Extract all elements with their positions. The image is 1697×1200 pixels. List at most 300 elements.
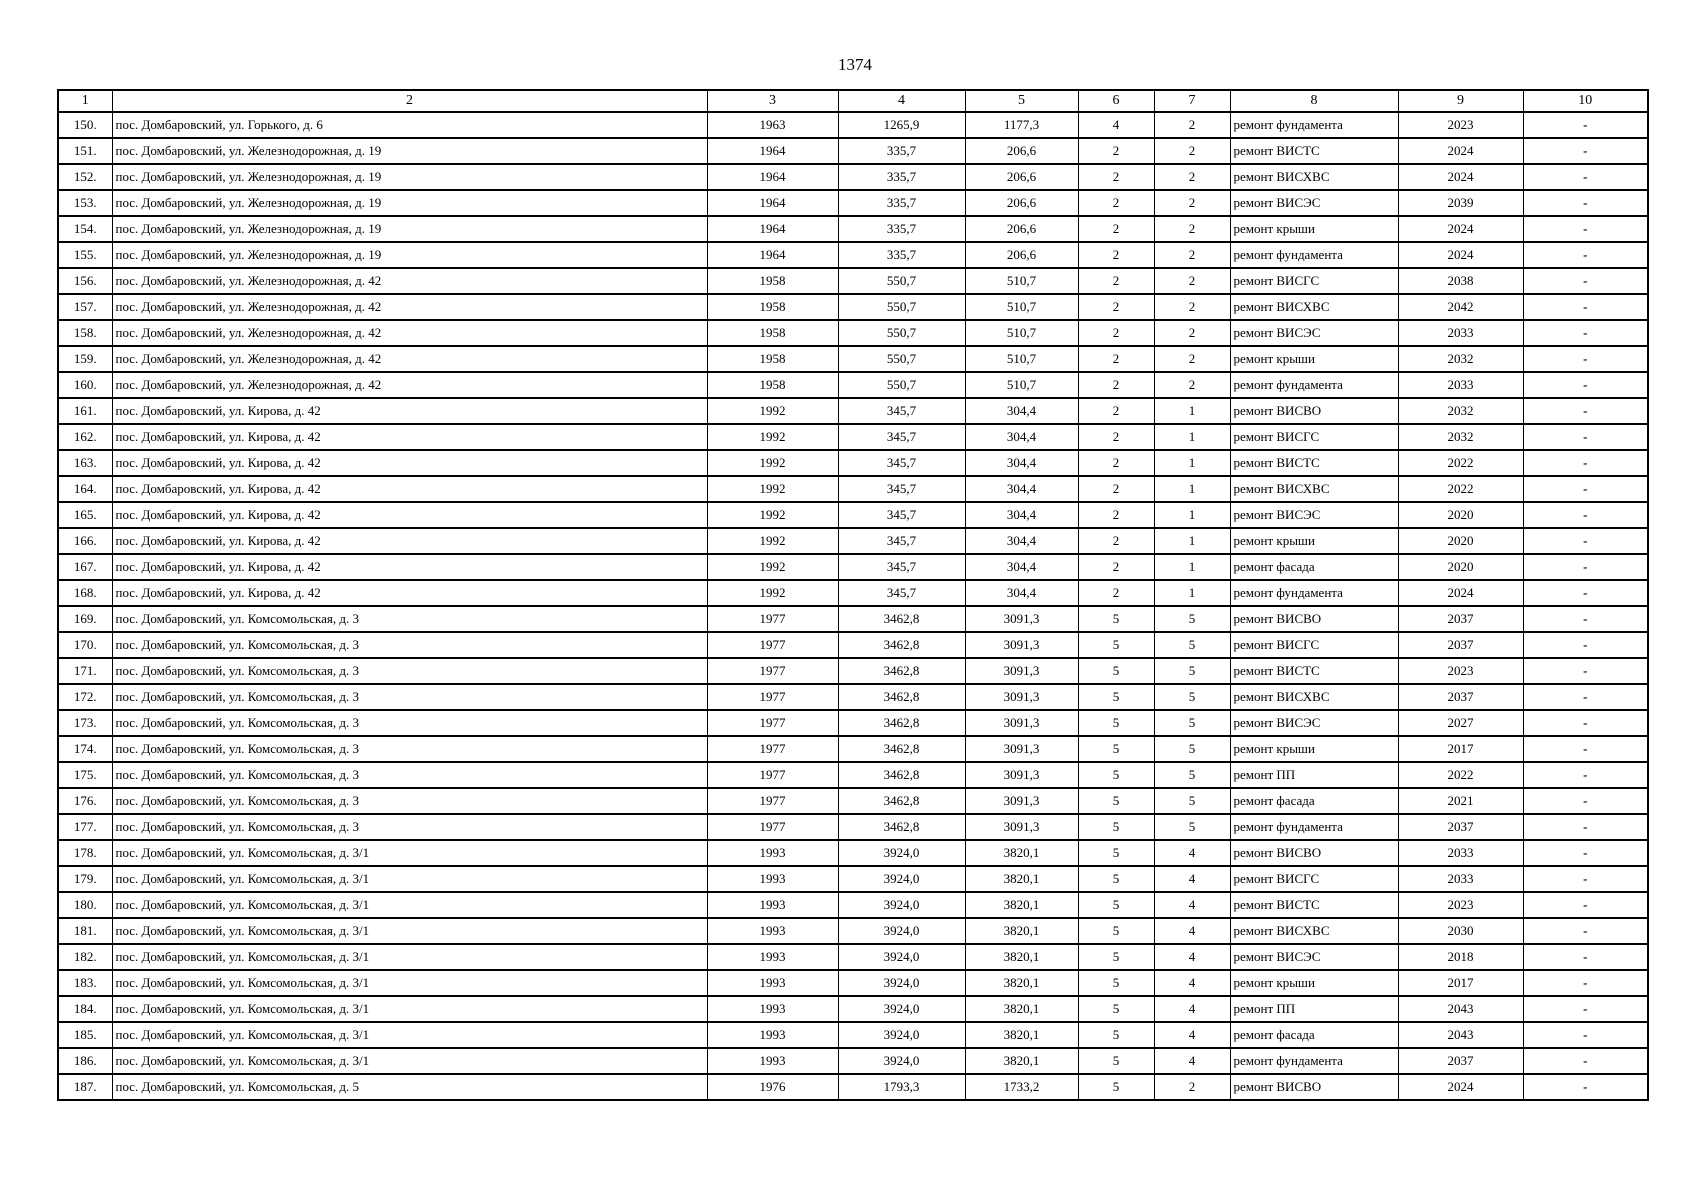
row-number-cell: 153.	[58, 190, 112, 216]
floors-cell: 5	[1078, 632, 1154, 658]
work-type-cell: ремонт ВИСВО	[1230, 606, 1398, 632]
work-type-cell: ремонт ВИСХВС	[1230, 164, 1398, 190]
living-area-cell: 3091,3	[965, 736, 1078, 762]
year-built-cell: 1976	[707, 1074, 838, 1100]
entrances-cell: 5	[1154, 736, 1230, 762]
total-area-cell: 335,7	[838, 190, 965, 216]
note-cell: -	[1523, 996, 1648, 1022]
address-cell: пос. Домбаровский, ул. Комсомольская, д. 3/1	[112, 866, 707, 892]
table-row	[58, 918, 1648, 944]
address-cell: пос. Домбаровский, ул. Комсомольская, д. 3/1	[112, 944, 707, 970]
entrances-cell: 2	[1154, 190, 1230, 216]
floors-cell: 2	[1078, 216, 1154, 242]
table-row	[58, 710, 1648, 736]
planned-year-cell: 2024	[1398, 580, 1523, 606]
planned-year-cell: 2039	[1398, 190, 1523, 216]
table-row	[58, 1022, 1648, 1048]
address-cell: пос. Домбаровский, ул. Комсомольская, д. 5	[112, 1074, 707, 1100]
table-row	[58, 424, 1648, 450]
row-number-cell: 161.	[58, 398, 112, 424]
year-built-cell: 1958	[707, 320, 838, 346]
column-header: 3	[707, 90, 838, 112]
note-cell: -	[1523, 814, 1648, 840]
entrances-cell: 2	[1154, 112, 1230, 138]
living-area-cell: 1177,3	[965, 112, 1078, 138]
year-built-cell: 1958	[707, 372, 838, 398]
work-type-cell: ремонт фундамента	[1230, 814, 1398, 840]
entrances-cell: 5	[1154, 762, 1230, 788]
total-area-cell: 3924,0	[838, 892, 965, 918]
note-cell: -	[1523, 1022, 1648, 1048]
year-built-cell: 1958	[707, 294, 838, 320]
table-row	[58, 268, 1648, 294]
note-cell: -	[1523, 450, 1648, 476]
table-row	[58, 606, 1648, 632]
entrances-cell: 4	[1154, 866, 1230, 892]
total-area-cell: 550,7	[838, 346, 965, 372]
planned-year-cell: 2043	[1398, 1022, 1523, 1048]
row-number-cell: 156.	[58, 268, 112, 294]
living-area-cell: 510,7	[965, 268, 1078, 294]
floors-cell: 5	[1078, 840, 1154, 866]
work-type-cell: ремонт крыши	[1230, 970, 1398, 996]
table-row	[58, 164, 1648, 190]
row-number-cell: 150.	[58, 112, 112, 138]
floors-cell: 5	[1078, 736, 1154, 762]
total-area-cell: 335,7	[838, 164, 965, 190]
total-area-cell: 3462,8	[838, 658, 965, 684]
address-cell: пос. Домбаровский, ул. Кирова, д. 42	[112, 476, 707, 502]
entrances-cell: 2	[1154, 164, 1230, 190]
total-area-cell: 550,7	[838, 372, 965, 398]
total-area-cell: 345,7	[838, 424, 965, 450]
total-area-cell: 1793,3	[838, 1074, 965, 1100]
planned-year-cell: 2032	[1398, 424, 1523, 450]
column-header: 6	[1078, 90, 1154, 112]
total-area-cell: 3924,0	[838, 1022, 965, 1048]
floors-cell: 2	[1078, 346, 1154, 372]
year-built-cell: 1992	[707, 424, 838, 450]
planned-year-cell: 2032	[1398, 346, 1523, 372]
row-number-cell: 175.	[58, 762, 112, 788]
year-built-cell: 1992	[707, 554, 838, 580]
entrances-cell: 5	[1154, 710, 1230, 736]
entrances-cell: 4	[1154, 1022, 1230, 1048]
note-cell: -	[1523, 918, 1648, 944]
total-area-cell: 550,7	[838, 268, 965, 294]
total-area-cell: 3462,8	[838, 736, 965, 762]
table-row	[58, 788, 1648, 814]
year-built-cell: 1958	[707, 268, 838, 294]
planned-year-cell: 2033	[1398, 320, 1523, 346]
work-type-cell: ремонт ВИСВО	[1230, 840, 1398, 866]
table-row	[58, 112, 1648, 138]
table-row	[58, 684, 1648, 710]
year-built-cell: 1993	[707, 1048, 838, 1074]
work-type-cell: ремонт фундамента	[1230, 580, 1398, 606]
living-area-cell: 510,7	[965, 294, 1078, 320]
table-row	[58, 736, 1648, 762]
floors-cell: 5	[1078, 1022, 1154, 1048]
floors-cell: 2	[1078, 554, 1154, 580]
living-area-cell: 3820,1	[965, 840, 1078, 866]
year-built-cell: 1993	[707, 944, 838, 970]
planned-year-cell: 2038	[1398, 268, 1523, 294]
row-number-cell: 162.	[58, 424, 112, 450]
floors-cell: 5	[1078, 918, 1154, 944]
entrances-cell: 5	[1154, 658, 1230, 684]
year-built-cell: 1977	[707, 606, 838, 632]
planned-year-cell: 2024	[1398, 164, 1523, 190]
row-number-cell: 159.	[58, 346, 112, 372]
row-number-cell: 173.	[58, 710, 112, 736]
entrances-cell: 4	[1154, 840, 1230, 866]
living-area-cell: 3091,3	[965, 606, 1078, 632]
row-number-cell: 180.	[58, 892, 112, 918]
table-row	[58, 294, 1648, 320]
planned-year-cell: 2021	[1398, 788, 1523, 814]
year-built-cell: 1977	[707, 684, 838, 710]
address-cell: пос. Домбаровский, ул. Кирова, д. 42	[112, 450, 707, 476]
table-row	[58, 216, 1648, 242]
note-cell: -	[1523, 710, 1648, 736]
work-type-cell: ремонт фасада	[1230, 1022, 1398, 1048]
floors-cell: 5	[1078, 996, 1154, 1022]
living-area-cell: 3820,1	[965, 996, 1078, 1022]
total-area-cell: 3462,8	[838, 684, 965, 710]
note-cell: -	[1523, 164, 1648, 190]
living-area-cell: 3820,1	[965, 866, 1078, 892]
address-cell: пос. Домбаровский, ул. Комсомольская, д. 3	[112, 658, 707, 684]
living-area-cell: 3820,1	[965, 1048, 1078, 1074]
living-area-cell: 206,6	[965, 242, 1078, 268]
total-area-cell: 335,7	[838, 216, 965, 242]
note-cell: -	[1523, 1074, 1648, 1100]
work-type-cell: ремонт фундамента	[1230, 112, 1398, 138]
entrances-cell: 1	[1154, 528, 1230, 554]
floors-cell: 2	[1078, 372, 1154, 398]
row-number-cell: 154.	[58, 216, 112, 242]
floors-cell: 4	[1078, 112, 1154, 138]
entrances-cell: 4	[1154, 1048, 1230, 1074]
floors-cell: 2	[1078, 528, 1154, 554]
registry-table	[57, 89, 1649, 1101]
entrances-cell: 2	[1154, 242, 1230, 268]
year-built-cell: 1977	[707, 710, 838, 736]
floors-cell: 5	[1078, 606, 1154, 632]
column-header: 10	[1523, 90, 1648, 112]
entrances-cell: 5	[1154, 684, 1230, 710]
total-area-cell: 345,7	[838, 450, 965, 476]
year-built-cell: 1977	[707, 658, 838, 684]
table-row	[58, 814, 1648, 840]
work-type-cell: ремонт фасада	[1230, 554, 1398, 580]
planned-year-cell: 2024	[1398, 242, 1523, 268]
address-cell: пос. Домбаровский, ул. Комсомольская, д. 3/1	[112, 918, 707, 944]
work-type-cell: ремонт фасада	[1230, 788, 1398, 814]
year-built-cell: 1992	[707, 398, 838, 424]
row-number-cell: 187.	[58, 1074, 112, 1100]
row-number-cell: 152.	[58, 164, 112, 190]
floors-cell: 2	[1078, 190, 1154, 216]
total-area-cell: 345,7	[838, 476, 965, 502]
work-type-cell: ремонт фундамента	[1230, 1048, 1398, 1074]
total-area-cell: 3462,8	[838, 606, 965, 632]
total-area-cell: 3924,0	[838, 1048, 965, 1074]
address-cell: пос. Домбаровский, ул. Комсомольская, д. 3/1	[112, 996, 707, 1022]
table-row	[58, 840, 1648, 866]
address-cell: пос. Домбаровский, ул. Кирова, д. 42	[112, 502, 707, 528]
total-area-cell: 335,7	[838, 242, 965, 268]
note-cell: -	[1523, 970, 1648, 996]
floors-cell: 2	[1078, 450, 1154, 476]
living-area-cell: 304,4	[965, 554, 1078, 580]
note-cell: -	[1523, 658, 1648, 684]
entrances-cell: 2	[1154, 320, 1230, 346]
planned-year-cell: 2030	[1398, 918, 1523, 944]
entrances-cell: 2	[1154, 1074, 1230, 1100]
address-cell: пос. Домбаровский, ул. Железнодорожная, д. 42	[112, 294, 707, 320]
address-cell: пос. Домбаровский, ул. Железнодорожная, д. 42	[112, 320, 707, 346]
total-area-cell: 345,7	[838, 554, 965, 580]
floors-cell: 5	[1078, 944, 1154, 970]
living-area-cell: 3091,3	[965, 762, 1078, 788]
year-built-cell: 1993	[707, 996, 838, 1022]
address-cell: пос. Домбаровский, ул. Комсомольская, д. 3/1	[112, 892, 707, 918]
living-area-cell: 304,4	[965, 424, 1078, 450]
row-number-cell: 185.	[58, 1022, 112, 1048]
entrances-cell: 4	[1154, 892, 1230, 918]
entrances-cell: 5	[1154, 788, 1230, 814]
table-row	[58, 762, 1648, 788]
address-cell: пос. Домбаровский, ул. Комсомольская, д. 3/1	[112, 1048, 707, 1074]
floors-cell: 5	[1078, 1048, 1154, 1074]
planned-year-cell: 2033	[1398, 372, 1523, 398]
floors-cell: 5	[1078, 788, 1154, 814]
table-row	[58, 554, 1648, 580]
floors-cell: 2	[1078, 424, 1154, 450]
work-type-cell: ремонт ВИСГС	[1230, 632, 1398, 658]
work-type-cell: ремонт ВИСТС	[1230, 892, 1398, 918]
row-number-cell: 157.	[58, 294, 112, 320]
column-header: 9	[1398, 90, 1523, 112]
year-built-cell: 1993	[707, 918, 838, 944]
column-header: 2	[112, 90, 707, 112]
floors-cell: 5	[1078, 658, 1154, 684]
column-header: 8	[1230, 90, 1398, 112]
column-header: 1	[58, 90, 112, 112]
note-cell: -	[1523, 840, 1648, 866]
table-row	[58, 944, 1648, 970]
living-area-cell: 3091,3	[965, 814, 1078, 840]
living-area-cell: 304,4	[965, 450, 1078, 476]
year-built-cell: 1964	[707, 164, 838, 190]
year-built-cell: 1977	[707, 632, 838, 658]
floors-cell: 2	[1078, 320, 1154, 346]
note-cell: -	[1523, 268, 1648, 294]
living-area-cell: 304,4	[965, 580, 1078, 606]
entrances-cell: 5	[1154, 632, 1230, 658]
year-built-cell: 1992	[707, 580, 838, 606]
table-row	[58, 1048, 1648, 1074]
planned-year-cell: 2017	[1398, 736, 1523, 762]
address-cell: пос. Домбаровский, ул. Комсомольская, д. 3	[112, 684, 707, 710]
note-cell: -	[1523, 944, 1648, 970]
note-cell: -	[1523, 528, 1648, 554]
work-type-cell: ремонт ВИСТС	[1230, 138, 1398, 164]
note-cell: -	[1523, 736, 1648, 762]
entrances-cell: 2	[1154, 216, 1230, 242]
work-type-cell: ремонт ВИСЭС	[1230, 320, 1398, 346]
row-number-cell: 166.	[58, 528, 112, 554]
living-area-cell: 304,4	[965, 528, 1078, 554]
address-cell: пос. Домбаровский, ул. Кирова, д. 42	[112, 554, 707, 580]
living-area-cell: 304,4	[965, 476, 1078, 502]
table-row	[58, 346, 1648, 372]
entrances-cell: 1	[1154, 502, 1230, 528]
floors-cell: 2	[1078, 294, 1154, 320]
note-cell: -	[1523, 1048, 1648, 1074]
address-cell: пос. Домбаровский, ул. Кирова, д. 42	[112, 424, 707, 450]
table-row	[58, 632, 1648, 658]
table-row	[58, 398, 1648, 424]
year-built-cell: 1964	[707, 138, 838, 164]
total-area-cell: 3462,8	[838, 788, 965, 814]
note-cell: -	[1523, 788, 1648, 814]
work-type-cell: ремонт ВИСТС	[1230, 450, 1398, 476]
entrances-cell: 4	[1154, 970, 1230, 996]
total-area-cell: 3462,8	[838, 762, 965, 788]
work-type-cell: ремонт фундамента	[1230, 242, 1398, 268]
living-area-cell: 1733,2	[965, 1074, 1078, 1100]
planned-year-cell: 2037	[1398, 1048, 1523, 1074]
year-built-cell: 1963	[707, 112, 838, 138]
floors-cell: 2	[1078, 476, 1154, 502]
year-built-cell: 1977	[707, 736, 838, 762]
work-type-cell: ремонт ВИСХВС	[1230, 918, 1398, 944]
planned-year-cell: 2022	[1398, 450, 1523, 476]
planned-year-cell: 2017	[1398, 970, 1523, 996]
year-built-cell: 1964	[707, 190, 838, 216]
row-number-cell: 163.	[58, 450, 112, 476]
floors-cell: 5	[1078, 684, 1154, 710]
note-cell: -	[1523, 580, 1648, 606]
work-type-cell: ремонт фундамента	[1230, 372, 1398, 398]
entrances-cell: 2	[1154, 138, 1230, 164]
row-number-cell: 171.	[58, 658, 112, 684]
year-built-cell: 1977	[707, 762, 838, 788]
planned-year-cell: 2033	[1398, 840, 1523, 866]
entrances-cell: 4	[1154, 918, 1230, 944]
address-cell: пос. Домбаровский, ул. Комсомольская, д. 3/1	[112, 1022, 707, 1048]
year-built-cell: 1977	[707, 814, 838, 840]
planned-year-cell: 2024	[1398, 138, 1523, 164]
work-type-cell: ремонт ВИСВО	[1230, 1074, 1398, 1100]
address-cell: пос. Домбаровский, ул. Железнодорожная, д. 19	[112, 216, 707, 242]
planned-year-cell: 2033	[1398, 866, 1523, 892]
work-type-cell: ремонт ВИСХВС	[1230, 294, 1398, 320]
note-cell: -	[1523, 554, 1648, 580]
total-area-cell: 550,7	[838, 294, 965, 320]
entrances-cell: 1	[1154, 424, 1230, 450]
row-number-cell: 174.	[58, 736, 112, 762]
living-area-cell: 206,6	[965, 138, 1078, 164]
floors-cell: 5	[1078, 866, 1154, 892]
year-built-cell: 1992	[707, 528, 838, 554]
entrances-cell: 1	[1154, 398, 1230, 424]
entrances-cell: 4	[1154, 996, 1230, 1022]
planned-year-cell: 2024	[1398, 216, 1523, 242]
work-type-cell: ремонт ВИСЭС	[1230, 710, 1398, 736]
table-row	[58, 580, 1648, 606]
floors-cell: 5	[1078, 762, 1154, 788]
note-cell: -	[1523, 398, 1648, 424]
column-header: 7	[1154, 90, 1230, 112]
note-cell: -	[1523, 424, 1648, 450]
note-cell: -	[1523, 606, 1648, 632]
row-number-cell: 176.	[58, 788, 112, 814]
work-type-cell: ремонт ВИСЭС	[1230, 944, 1398, 970]
living-area-cell: 206,6	[965, 190, 1078, 216]
note-cell: -	[1523, 138, 1648, 164]
note-cell: -	[1523, 762, 1648, 788]
work-type-cell: ремонт ВИСЭС	[1230, 190, 1398, 216]
address-cell: пос. Домбаровский, ул. Комсомольская, д. 3	[112, 632, 707, 658]
row-number-cell: 172.	[58, 684, 112, 710]
note-cell: -	[1523, 372, 1648, 398]
floors-cell: 2	[1078, 268, 1154, 294]
living-area-cell: 206,6	[965, 164, 1078, 190]
total-area-cell: 3462,8	[838, 710, 965, 736]
row-number-cell: 177.	[58, 814, 112, 840]
entrances-cell: 4	[1154, 944, 1230, 970]
address-cell: пос. Домбаровский, ул. Горького, д. 6	[112, 112, 707, 138]
table-row	[58, 528, 1648, 554]
row-number-cell: 168.	[58, 580, 112, 606]
total-area-cell: 3924,0	[838, 918, 965, 944]
total-area-cell: 345,7	[838, 398, 965, 424]
living-area-cell: 510,7	[965, 346, 1078, 372]
floors-cell: 2	[1078, 138, 1154, 164]
work-type-cell: ремонт ВИСЭС	[1230, 502, 1398, 528]
work-type-cell: ремонт ВИСГС	[1230, 866, 1398, 892]
year-built-cell: 1958	[707, 346, 838, 372]
year-built-cell: 1992	[707, 450, 838, 476]
address-cell: пос. Домбаровский, ул. Железнодорожная, д. 19	[112, 138, 707, 164]
living-area-cell: 206,6	[965, 216, 1078, 242]
row-number-cell: 183.	[58, 970, 112, 996]
table-row	[58, 320, 1648, 346]
work-type-cell: ремонт ПП	[1230, 762, 1398, 788]
planned-year-cell: 2022	[1398, 762, 1523, 788]
planned-year-cell: 2037	[1398, 606, 1523, 632]
year-built-cell: 1992	[707, 476, 838, 502]
living-area-cell: 3091,3	[965, 710, 1078, 736]
living-area-cell: 304,4	[965, 398, 1078, 424]
year-built-cell: 1964	[707, 242, 838, 268]
address-cell: пос. Домбаровский, ул. Железнодорожная, д. 19	[112, 242, 707, 268]
planned-year-cell: 2032	[1398, 398, 1523, 424]
work-type-cell: ремонт крыши	[1230, 216, 1398, 242]
total-area-cell: 345,7	[838, 528, 965, 554]
work-type-cell: ремонт ВИСХВС	[1230, 476, 1398, 502]
year-built-cell: 1964	[707, 216, 838, 242]
total-area-cell: 3924,0	[838, 866, 965, 892]
work-type-cell: ремонт ВИСВО	[1230, 398, 1398, 424]
address-cell: пос. Домбаровский, ул. Железнодорожная, д. 19	[112, 164, 707, 190]
planned-year-cell: 2037	[1398, 684, 1523, 710]
entrances-cell: 1	[1154, 580, 1230, 606]
